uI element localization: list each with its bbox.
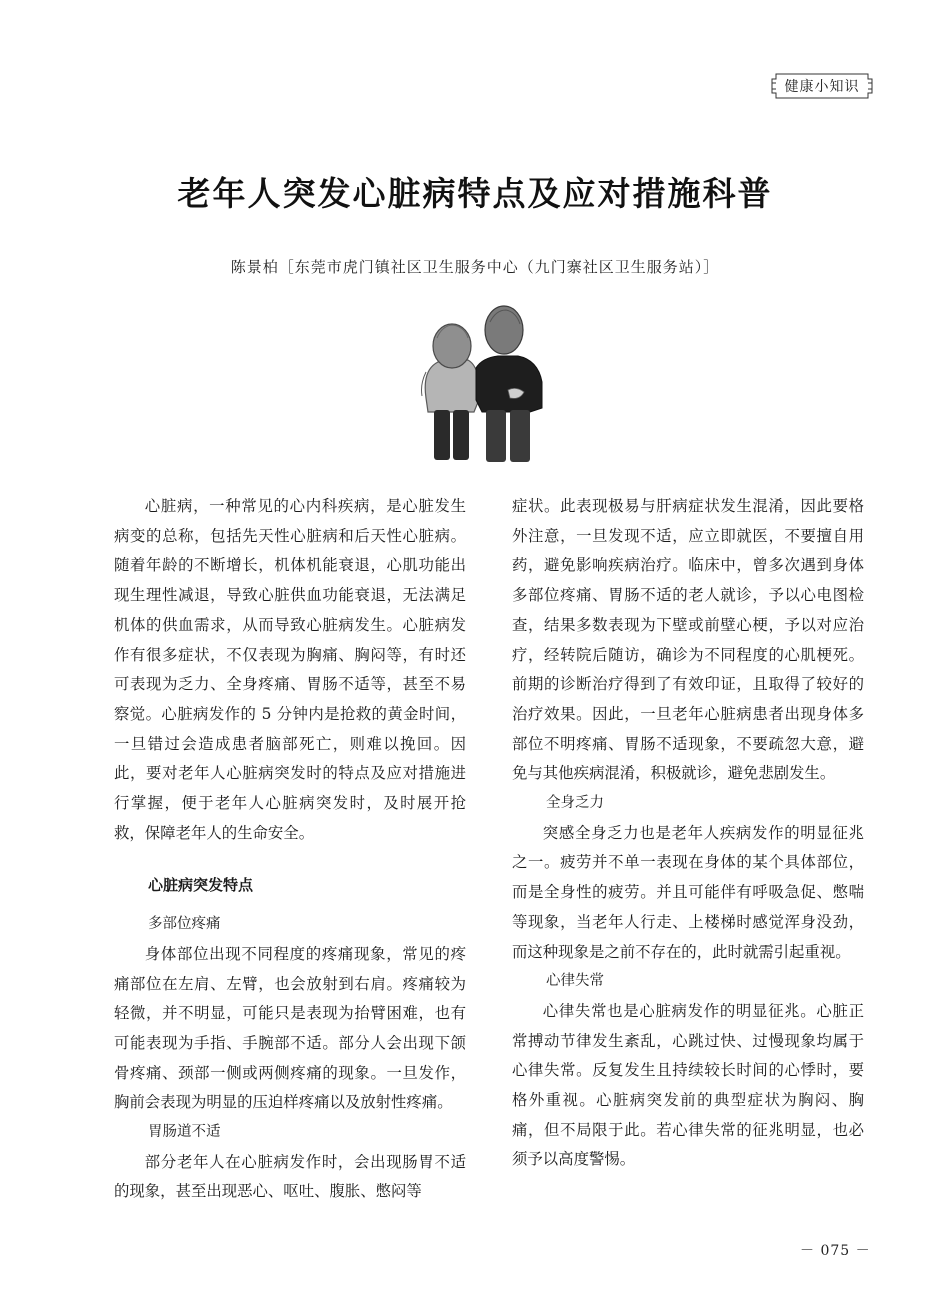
left-column [114,492,466,1207]
subheading-arrhythmia: 心律失常 [546,973,604,990]
section-tag-label: 健康小知识 [784,79,860,95]
elderly-couple-illustration [412,300,548,465]
article-author: 陈景柏［东莞市虎门镇社区卫生服务中心（九门寨社区卫生服务站）］ [230,258,720,276]
fatigue-paragraph: 突感全身乏力也是老年人疾病发作的明显征兆之一。疲劳并不单一表现在身体的某个具体部位，而是全身性的疲劳。并且可能伴有呼吸急促、憋喘等现象，当老年人行走、上楼梯时感觉浑身没劲，而这种现象是之前不存在的，此时就需引起重视。 [512,823,864,961]
subheading-gastro: 胃肠道不适 [148,1124,221,1141]
article-title: 老年人突发心脏病特点及应对措施科普 [177,174,773,213]
gastro-paragraph-continued: 症状。此表现极易与肝病症状发生混淆，因此要格外注意，一旦发现不适，应立即就医，不要擅自用药，避免影响疾病治疗。临床中，曾多次遇到身体多部位疼痛、胃肠不适的老人就诊，予以心电图检查，结果多数表现为下壁或前壁心梗，予以对应治疗，经转院后随访，确诊为不同程度的心肌梗死。前期的诊断治疗得到了有效印证，且取得了较好的治疗效果。因此，一旦老年心脏病患者出现身体多部位不明疼痛、胃肠不适现象，不要疏忽大意，避免与其他疾病混淆，积极就诊，避免悲剧发生。 [512,497,864,783]
intro-paragraph: 心脏病，一种常见的心内科疾病，是心脏发生病变的总称，包括先天性心脏病和后天性心脏病。随着年龄的不断增长，机体机能衰退，心肌功能出现生理性减退，导致心脏供血功能衰退，无法满足机体的供血需求，从而导致心脏病发生。心脏病发作有很多症状，不仅表现为胸痛、胸闷等，有时还可表现为乏力、全身疼痛、胃肠不适等，甚至不易察觉。心脏病发作的 5 分钟内是抢救的黄金时间，一旦错过会造成患者脑部死亡，则难以挽回。因此，要对老年人心脏病突发时的特点及应对措施进行掌握，便于老年人心脏病突发时，及时展开抢救，保障老年人的生命安全。 [114,497,466,842]
subheading-pain: 多部位疼痛 [148,916,221,933]
gastro-paragraph-start: 部分老年人在心脏病发作时，会出现肠胃不适的现象，甚至出现恶心、呕吐、腹胀、憋闷等 [114,1152,466,1201]
section-tag [770,72,874,100]
arrhythmia-paragraph: 心律失常也是心脏病发作的明显征兆。心脏正常搏动节律发生紊乱，心跳过快、过慢现象均属于心律失常。反复发生且持续较长时间的心悸时，要格外重视。心脏病突发前的典型症状为胸闷、胸痛，但不局限于此。若心律失常的征兆明显，也必须予以高度警惕。 [512,1001,864,1169]
page-number: － 075 － [800,1243,871,1259]
section-heading: 心脏病突发特点 [148,876,254,895]
subheading-fatigue: 全身乏力 [546,795,604,812]
right-column [512,492,864,1175]
pain-paragraph: 身体部位出现不同程度的疼痛现象，常见的疼痛部位在左肩、左臂，也会放射到右肩。疼痛较为轻微，并不明显，可能只是表现为抬臂困难，也有可能表现为手指、手腕部不适。部分人会出现下颌骨疼痛、颈部一侧或两侧疼痛的现象。一旦发作，胸前会表现为明显的压迫样疼痛以及放射性疼痛。 [114,944,466,1112]
